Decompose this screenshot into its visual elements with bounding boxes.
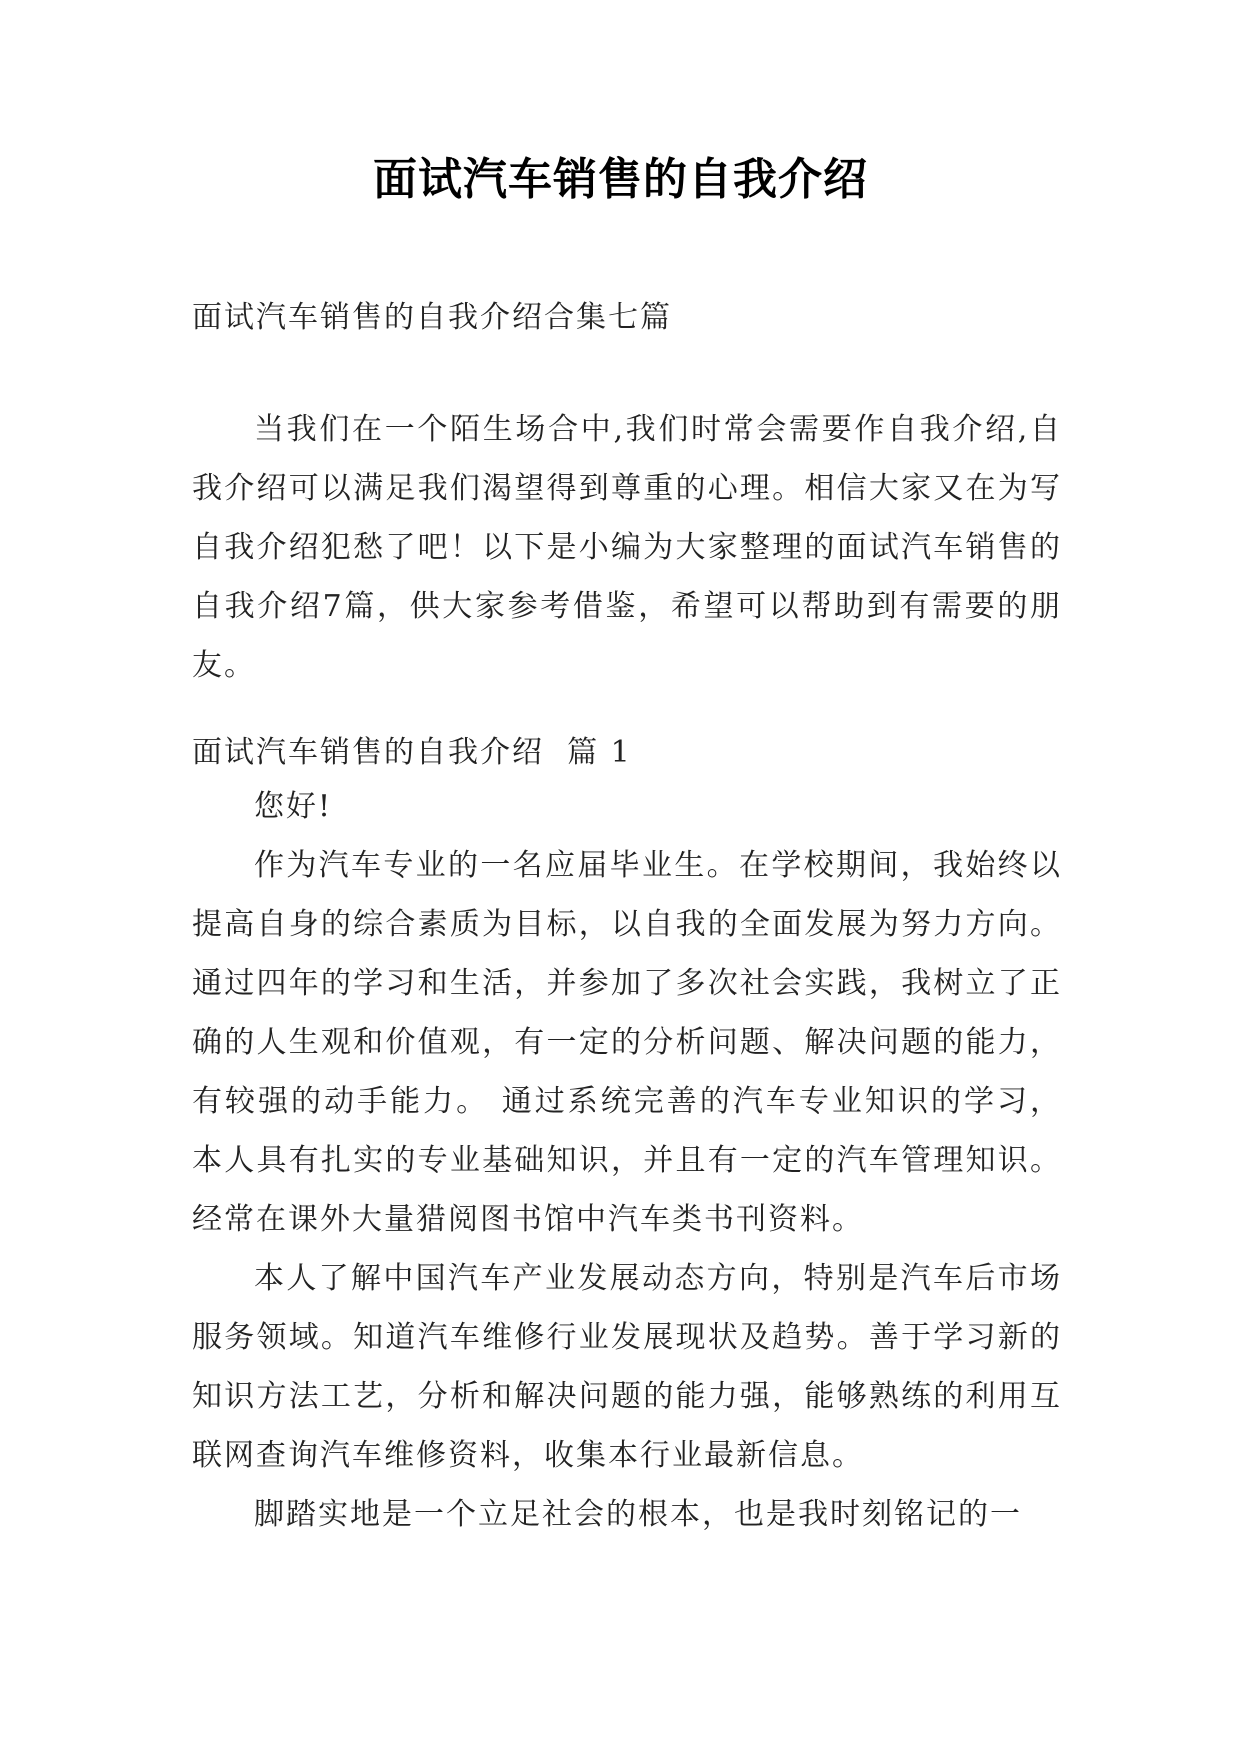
document-title: 面试汽车销售的自我介绍 [373, 154, 868, 205]
section-body [192, 777, 1062, 1544]
intro-paragraph: 当我们在一个陌生场合中,我们时常会需要作自我介绍,自我介绍可以满足我们渴望得到尊重的心理。相信大家又在为写自我介绍犯愁了吧！以下是小编为大家整理的面试汽车销售的自我介绍7篇，供大家参考借鉴，希望可以帮助到有需要的朋友。 [192, 412, 1062, 683]
body-paragraph: 作为汽车专业的一名应届毕业生。在学校期间，我始终以提高自身的综合素质为目标，以自我的全面发展为努力方向。通过四年的学习和生活，并参加了多次社会实践，我树立了正确的人生观和价值观，有一定的分析问题、解决问题的能力，有较强的动手能力。 通过系统完善的汽车专业知识的学习，本人具有扎实的专业基础知识，并且有一定的汽车管理知识。经常在课外大量猎阅图书馆中汽车类书刊资料。 [192, 848, 1062, 1237]
subtitle-text: 面试汽车销售的自我介绍合集七篇 [192, 300, 672, 335]
section-heading-block [192, 723, 1062, 782]
intro-section [192, 400, 1062, 695]
body-paragraph: 本人了解中国汽车产业发展动态方向，特别是汽车后市场服务领域。知道汽车维修行业发展现状及趋势。善于学习新的知识方法工艺，分析和解决问题的能力强，能够熟练的利用互联网查询汽车维修资料，收集本行业最新信息。 [192, 1261, 1062, 1473]
body-paragraph: 脚踏实地是一个立足社会的根本，也是我时刻铭记的一 [254, 1497, 1022, 1532]
greeting-line: 您好! [254, 789, 333, 824]
section-heading: 面试汽车销售的自我介绍 篇 1 [192, 735, 632, 770]
document-subtitle [192, 288, 1062, 347]
